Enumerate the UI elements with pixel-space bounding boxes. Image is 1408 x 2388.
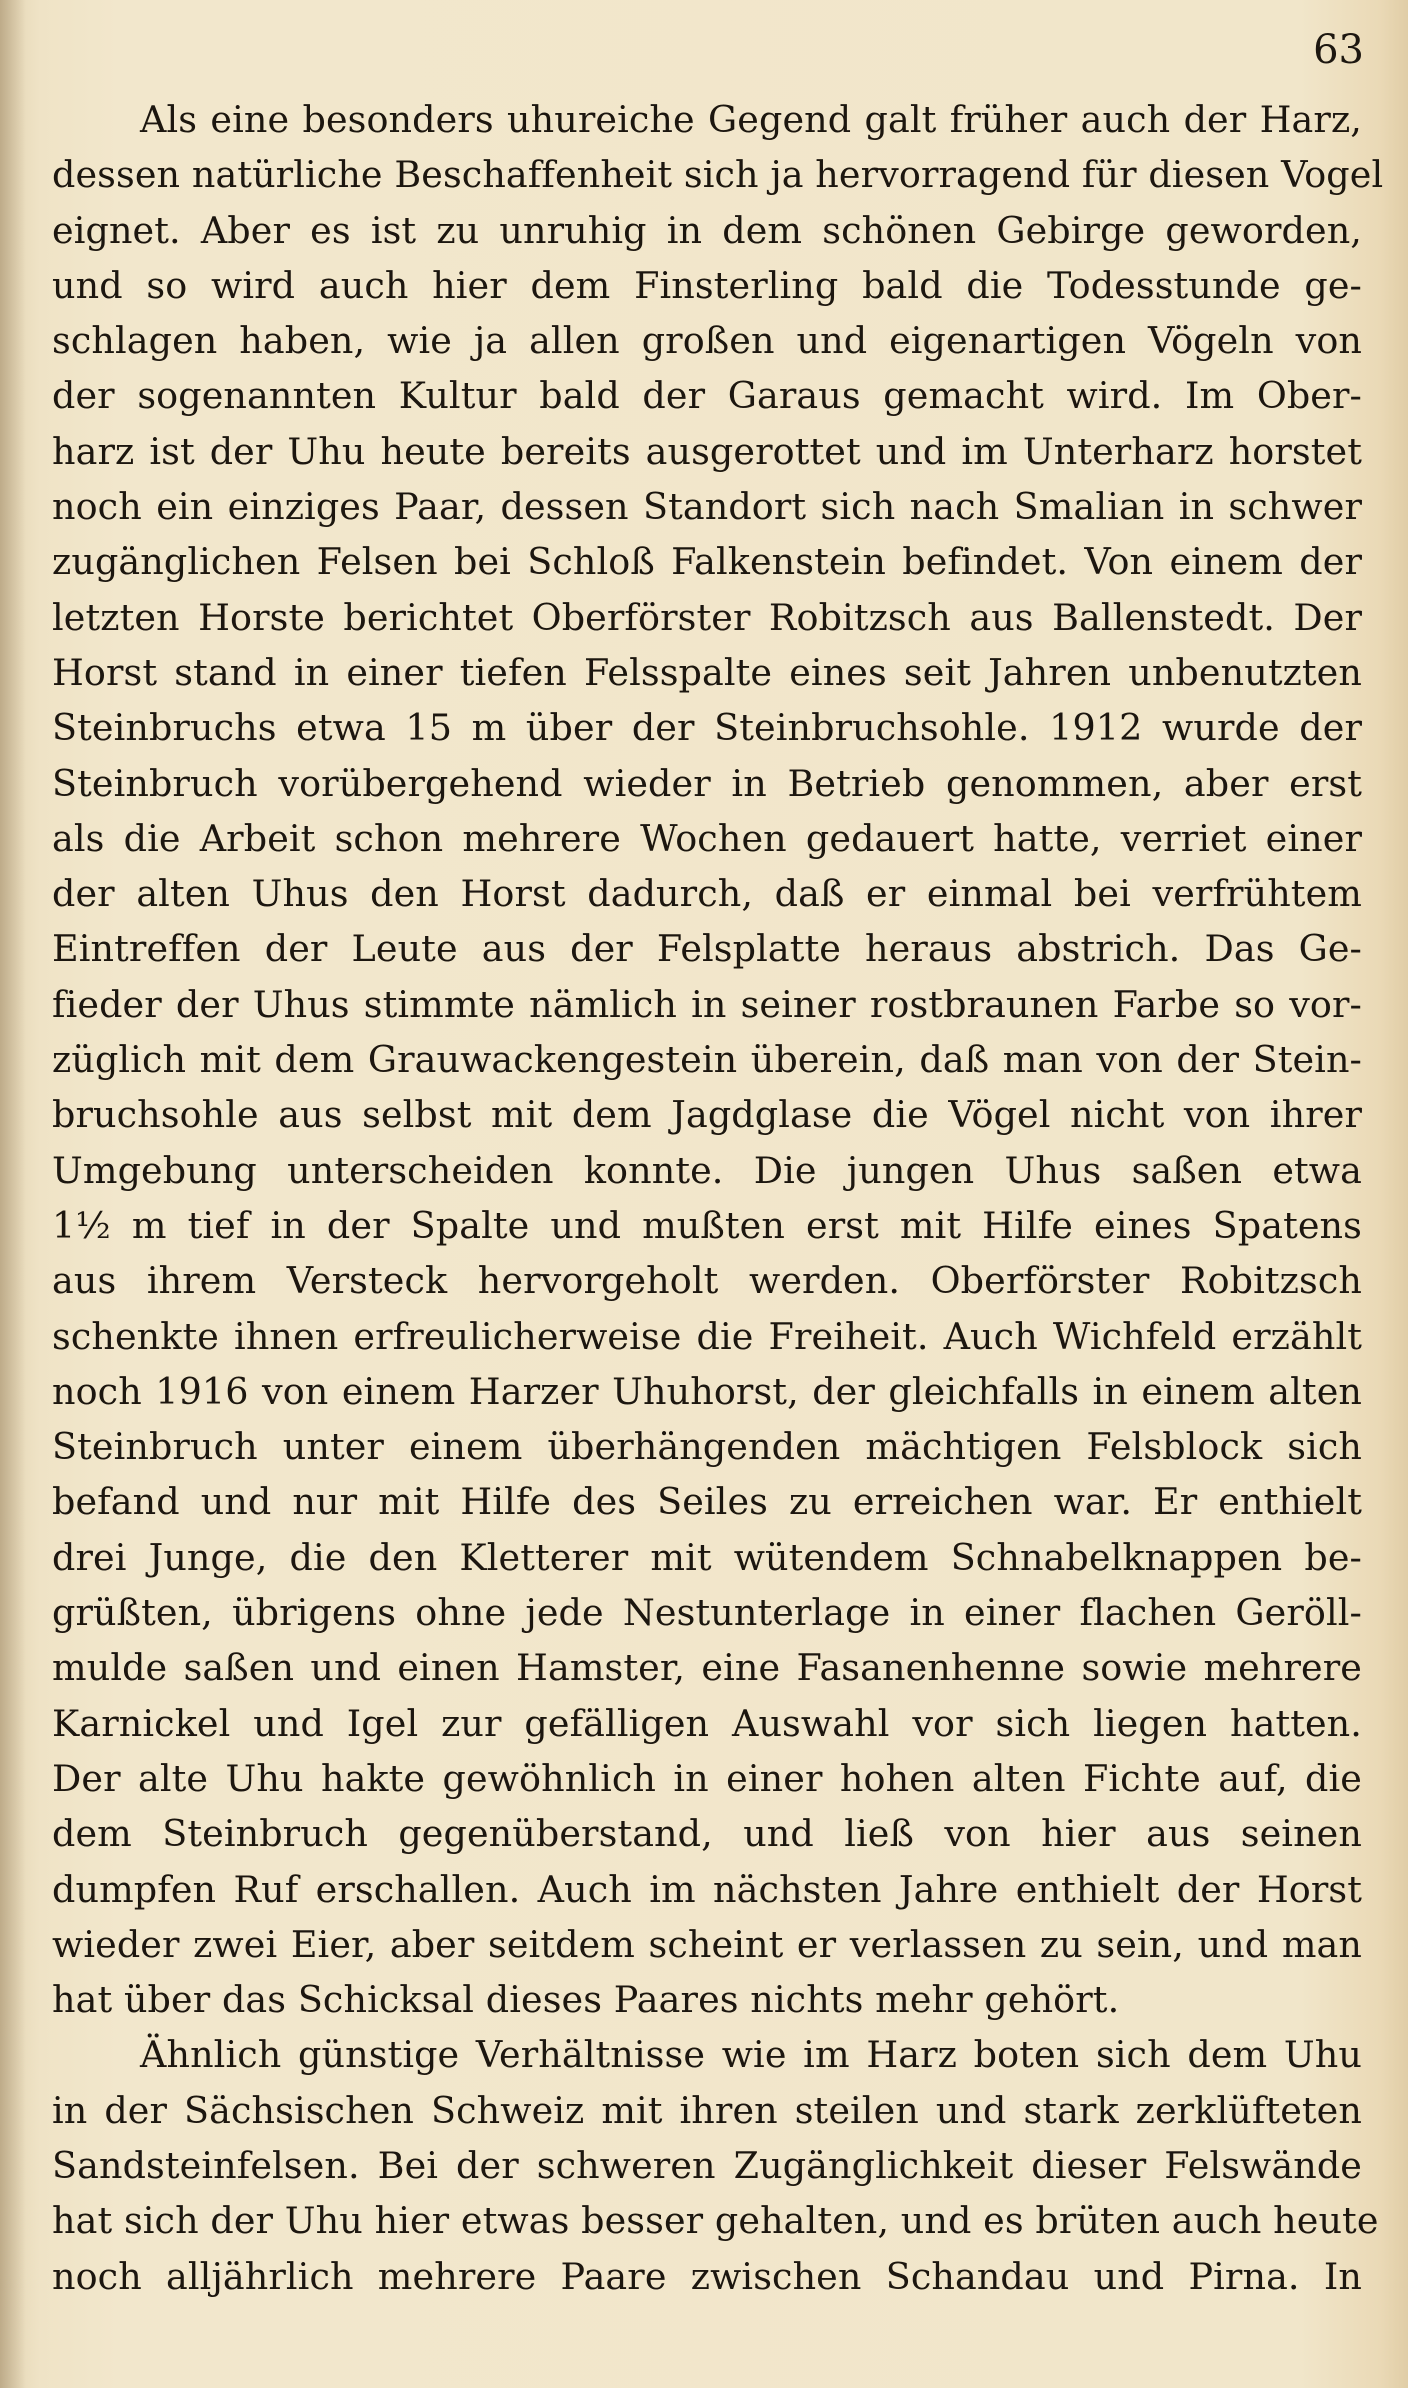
text-line: als die Arbeit schon mehrere Wochen gedauert hatte, verriet einer — [52, 816, 1362, 860]
text-line: Ähnlich günstige Verhältnisse wie im Harz boten sich dem Uhu — [140, 2033, 1362, 2077]
text-line: bruchsohle aus selbst mit dem Jagdglase die Vögel nicht von ihrer — [52, 1093, 1362, 1137]
text-line: grüßten, übrigens ohne jede Nestunterlage in einer flachen Geröll- — [52, 1591, 1362, 1635]
text-line: eignet. Aber es ist zu unruhig in dem schönen Gebirge geworden, — [52, 208, 1362, 252]
text-line: noch alljährlich mehrere Paare zwischen Schandau und Pirna. In — [52, 2254, 1362, 2298]
text-line: Steinbruch unter einem überhängenden mächtigen Felsblock sich — [52, 1425, 1362, 1469]
text-line: der sogenannten Kultur bald der Garaus gemacht wird. Im Ober- — [52, 374, 1362, 418]
text-line: schenkte ihnen erfreulicherweise die Freiheit. Auch Wichfeld erzählt — [52, 1314, 1362, 1358]
text-line: 1½ m tief in der Spalte und mußten erst mit Hilfe eines Spatens — [52, 1203, 1362, 1247]
text-line: harz ist der Uhu heute bereits ausgerottet und im Unterharz horstet — [52, 429, 1362, 473]
text-line: aus ihrem Versteck hervorgeholt werden. Oberförster Robitzsch — [52, 1259, 1362, 1303]
text-line: hat über das Schicksal dieses Paares nichts mehr gehört. — [52, 1978, 1120, 2022]
text-line: in der Sächsischen Schweiz mit ihren steilen und stark zerklüfteten — [52, 2088, 1362, 2132]
text-line: schlagen haben, wie ja allen großen und eigenartigen Vögeln von — [52, 319, 1362, 363]
text-line: hat sich der Uhu hier etwas besser gehalten, und es brüten auch heute — [52, 2199, 1379, 2243]
text-line: Sandsteinfelsen. Bei der schweren Zugänglichkeit dieser Felswände — [52, 2143, 1362, 2187]
text-line: Steinbruch vorübergehend wieder in Betrieb genommen, aber erst — [52, 761, 1362, 805]
text-line: der alten Uhus den Horst dadurch, daß er einmal bei verfrühtem — [52, 872, 1362, 916]
text-line: befand und nur mit Hilfe des Seiles zu erreichen war. Er enthielt — [52, 1480, 1362, 1524]
text-line: fieder der Uhus stimmte nämlich in seiner rostbraunen Farbe so vor- — [52, 982, 1362, 1026]
text-line: mulde saßen und einen Hamster, eine Fasanenhenne sowie mehrere — [52, 1646, 1362, 1690]
text-line: dessen natürliche Beschaffenheit sich ja hervorragend für diesen Vogel — [52, 153, 1384, 197]
text-line: noch 1916 von einem Harzer Uhuhorst, der gleichfalls in einem alten — [52, 1369, 1362, 1413]
text-line: Horst stand in einer tiefen Felsspalte eines seit Jahren unbenutzten — [52, 650, 1362, 694]
text-line: zugänglichen Felsen bei Schloß Falkenstein befindet. Von einem der — [52, 540, 1362, 584]
text-line: und so wird auch hier dem Finsterling bald die Todesstunde ge- — [52, 263, 1362, 307]
spine-shadow — [0, 0, 26, 2388]
text-line: Karnickel und Igel zur gefälligen Auswahl vor sich liegen hatten. — [52, 1701, 1362, 1745]
text-line: dumpfen Ruf erschallen. Auch im nächsten Jahre enthielt der Horst — [52, 1867, 1362, 1911]
text-line: Der alte Uhu hakte gewöhnlich in einer hohen alten Fichte auf, die — [52, 1756, 1362, 1800]
text-line: Steinbruchs etwa 15 m über der Steinbruchsohle. 1912 wurde der — [52, 706, 1362, 750]
text-line: züglich mit dem Grauwackengestein überein, daß man von der Stein- — [52, 1038, 1362, 1082]
text-line: Umgebung unterscheiden konnte. Die jungen Uhus saßen etwa — [52, 1148, 1362, 1192]
text-line: drei Junge, die den Kletterer mit wütendem Schnabelknappen be- — [52, 1535, 1362, 1579]
text-line: Als eine besonders uhureiche Gegend galt früher auch der Harz, — [140, 98, 1362, 141]
text-line: letzten Horste berichtet Oberförster Robitzsch aus Ballenstedt. Der — [52, 595, 1362, 639]
text-line: wieder zwei Eier, aber seitdem scheint er verlassen zu sein, und man — [52, 1922, 1362, 1966]
body-text — [52, 92, 1384, 2304]
text-line: dem Steinbruch gegenüberstand, und ließ von hier aus seinen — [52, 1812, 1362, 1856]
text-line: Eintreffen der Leute aus der Felsplatte heraus abstrich. Das Ge- — [52, 927, 1362, 971]
text-line: noch ein einziges Paar, dessen Standort sich nach Smalian in schwer — [52, 485, 1362, 529]
page-number: 63 — [1313, 27, 1364, 73]
